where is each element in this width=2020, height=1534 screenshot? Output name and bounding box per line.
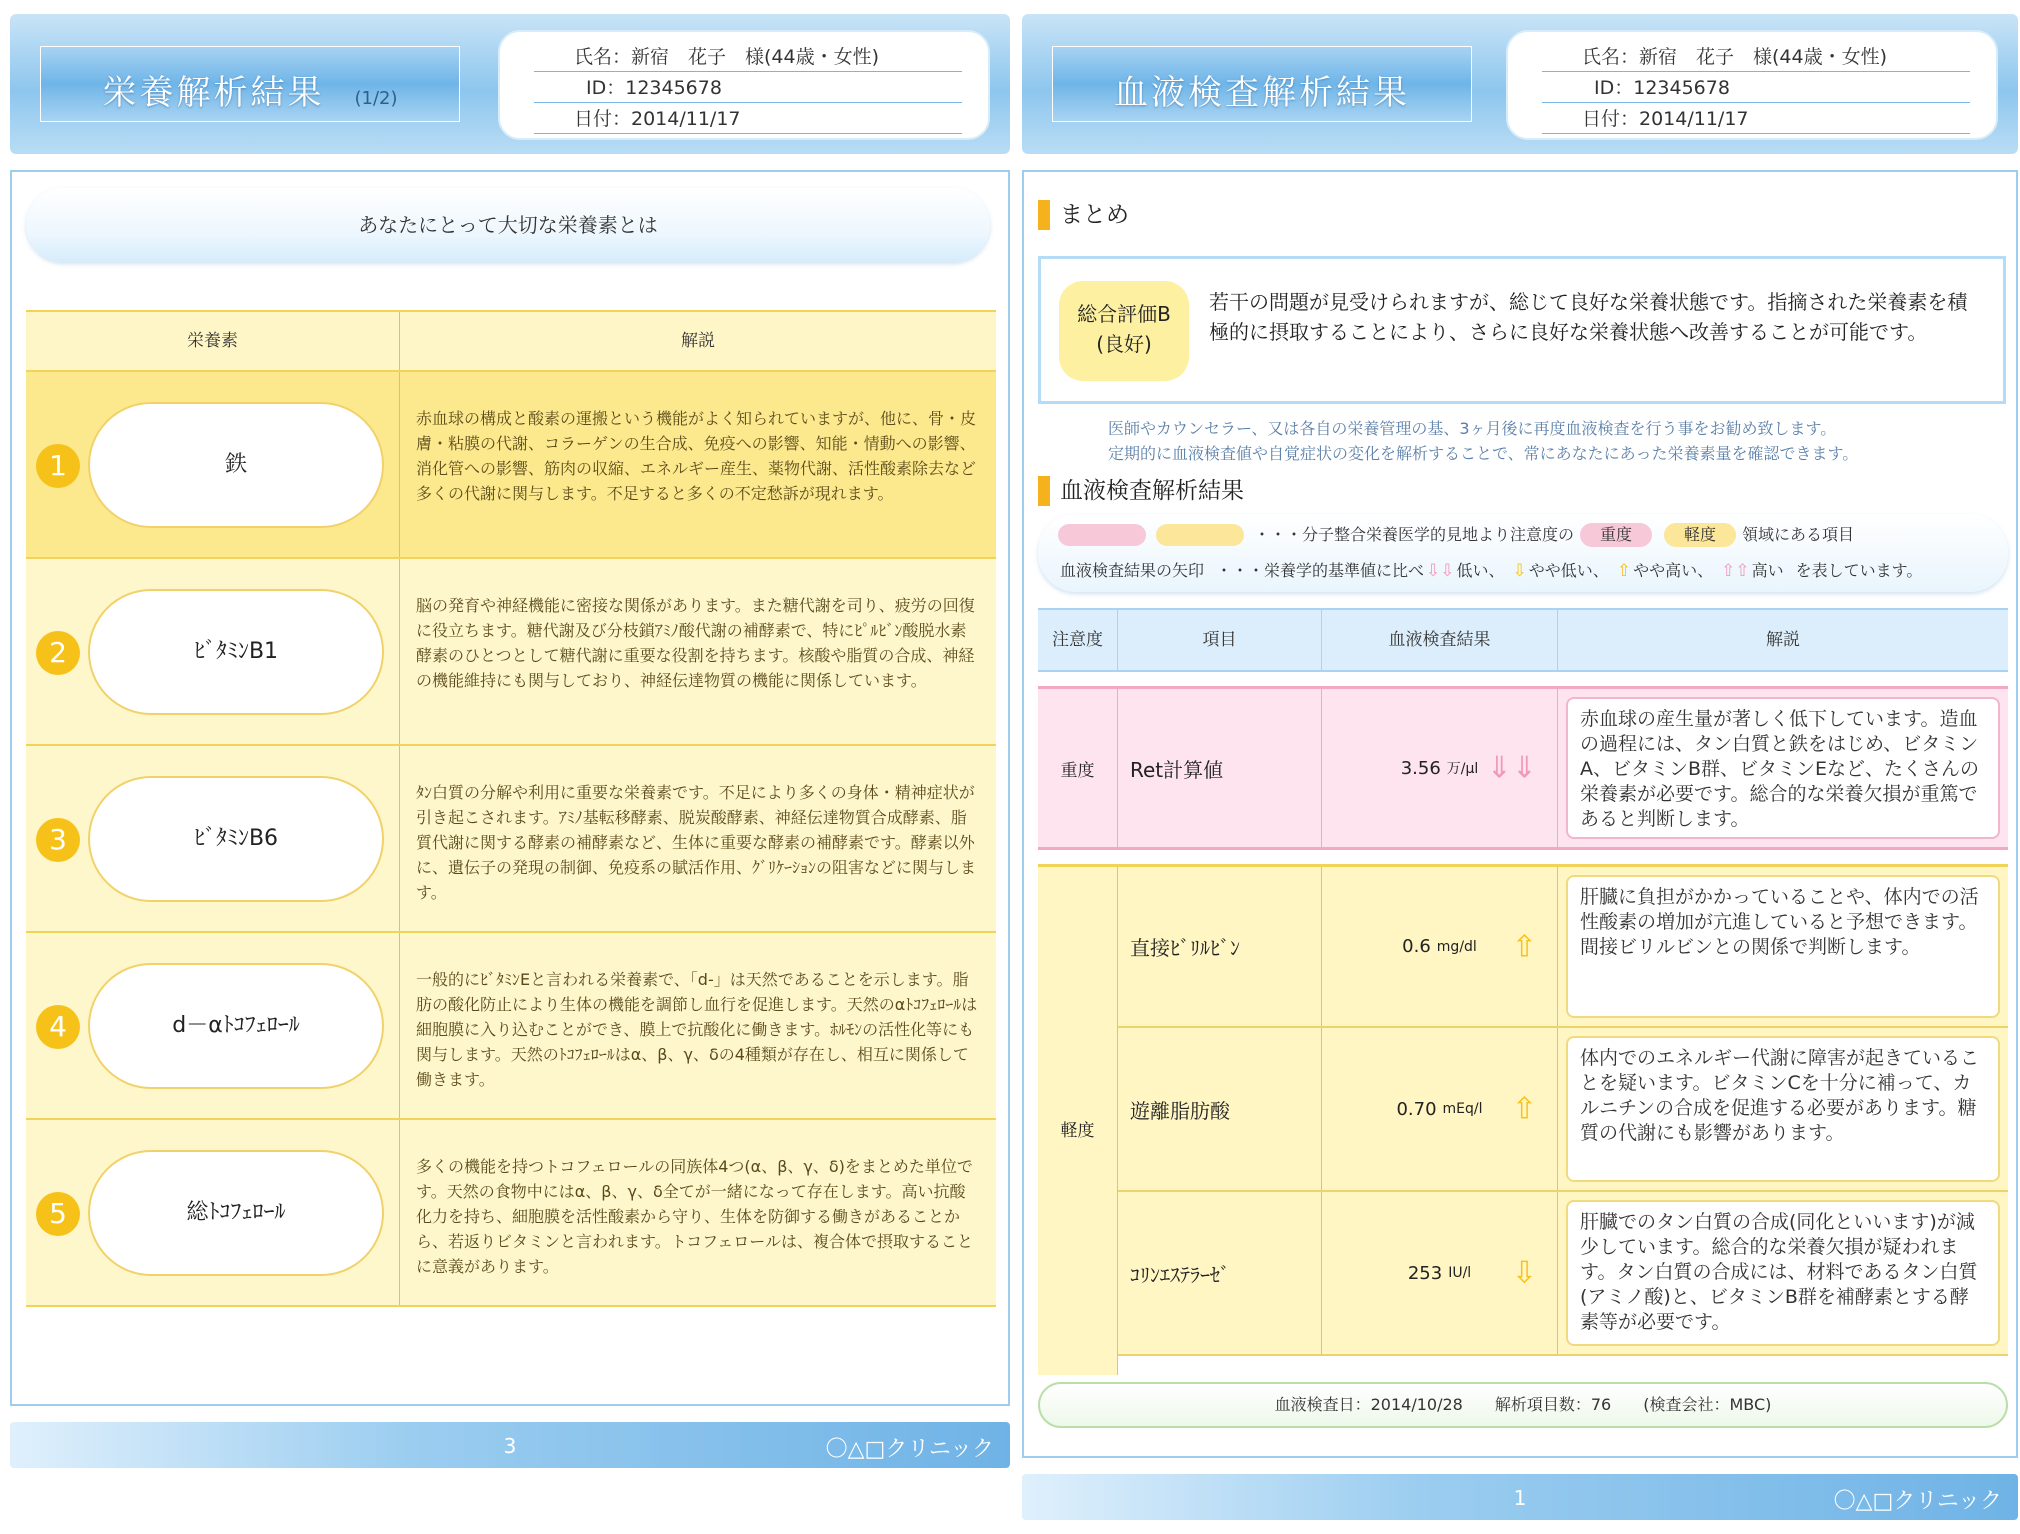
page-part-label: (1/2) <box>354 88 398 109</box>
nutrient-name: 総ﾄｺﾌｪﾛｰﾙ <box>88 1150 384 1276</box>
blood-results-table <box>1038 608 2008 1356</box>
nutrient-name: 鉄 <box>88 402 384 528</box>
advice-text: 医師やカウンセラー、又は各自の栄養管理の基、3ヶ月後に再度血液検査を行う事をお勧め致します。 定期的に血液検査値や自覚症状の変化を解析することで、常にあなたにあった栄養素量を確認できます。 <box>1108 419 1859 463</box>
down-arrow-icon: ⇩ <box>1512 561 1527 581</box>
results-heading: 血液検査解析結果 <box>1038 476 1244 506</box>
overall-grade: 総合評価B (良好) <box>1059 281 1189 381</box>
blood-test-body <box>1022 170 2018 1458</box>
table-header <box>26 310 996 372</box>
up-arrow-icon: ⇧ <box>1616 561 1632 581</box>
patient-info-card <box>1506 30 1998 140</box>
header-nutrient: 栄養素 <box>26 312 400 370</box>
patient-name: 氏名：新宿 花子 様(44歳・女性) <box>534 42 962 72</box>
table-row <box>1038 1028 2008 1192</box>
test-item: Ret計算値 <box>1118 689 1322 847</box>
severity-label: 軽度 <box>1038 881 1118 1375</box>
patient-id: ID：12345678 <box>534 73 962 103</box>
result-explanation: 赤血球の産生量が著しく低下しています。造血の過程には、タン白質と鉄をはじめ、ビタミンA、ビタミンB群、ビタミンEなど、たくさんの栄養素が必要です。総合的な栄養欠損が重篤であると判断します。 <box>1566 697 2000 839</box>
table-row <box>26 559 996 746</box>
nutrient-explanation: 赤血球の構成と酸素の運搬という機能がよく知られていますが、他に、骨・皮膚・粘膜の代謝、コラーゲンの生合成、免疫への影響、知能・情動への影響、消化管への影響、筋肉の収縮、エネルギー産生、薬物代謝、活性酸素除去など多くの代謝に関与します。不足すると多くの不定愁訴が現れます。 <box>416 409 977 503</box>
table-row <box>1038 686 2008 850</box>
rank-badge: 4 <box>36 1005 80 1049</box>
page-footer <box>1022 1474 2018 1520</box>
table-row <box>26 1120 996 1307</box>
table-row <box>1038 864 2008 1028</box>
nutrient-explanation: 多くの機能を持つトコフェロールの同族体4つ(α、β、γ、δ)をまとめた単位です。天然の食物中にはα、β、γ、δ全てが一緒になって存在します。高い抗酸化力を持ち、細胞膜を活性酸素から守り、生体を防御する働きがあることから、若返りビタミンと言われます。トコフェロールは、複合体で摂取することに意義があります。 <box>416 1157 973 1276</box>
patient-name: 氏名：新宿 花子 様(44歳・女性) <box>1542 42 1970 72</box>
report-date: 日付：2014/11/17 <box>1542 104 1970 134</box>
severe-swatch <box>1058 524 1146 546</box>
up-arrow-icon: ⇧ <box>1511 1091 1537 1127</box>
page-title: 血液検査解析結果 <box>1114 73 1410 113</box>
legend: ・・・分子整合栄養医学的見地より注意度の 重度 軽度 領域にある項目 血液検査結果の矢印 ・・・栄養学的基準値に比べ ⇩⇩ 低い、 ⇩ やや低い、 ⇧ やや高い、 ⇧⇧ 高い を表しています。 <box>1038 514 2008 592</box>
result-explanation: 肝臓に負担がかかっていることや、体内での活性酸素の増加が亢進していると予想できます。間接ビリルビンとの関係で判断します。 <box>1566 875 2000 1018</box>
report-date: 日付：2014/11/17 <box>534 104 962 134</box>
summary-heading: まとめ <box>1038 200 1129 230</box>
clinic-name: 〇△□クリニック <box>1833 1489 2002 1514</box>
rank-badge: 5 <box>36 1192 80 1236</box>
summary-box <box>1038 256 2006 404</box>
result-explanation: 肝臓でのタン白質の合成(同化といいます)が減少しています。総合的な栄養欠損が疑われます。タン白質の合成には、材料であるタン白質(アミノ酸)と、ビタミンB群を補酵素とする酵素等が必要です。 <box>1566 1200 2000 1346</box>
down-arrow-icon: ⇩ <box>1511 1255 1537 1291</box>
title-box <box>1052 46 1472 122</box>
severe-tag: 重度 <box>1580 523 1652 547</box>
mild-group <box>1038 864 2008 1356</box>
exam-info: 血液検査日：2014/10/28 解析項目数：76 (検査会社：MBC) <box>1038 1382 2008 1428</box>
rank-badge: 1 <box>36 444 80 488</box>
page-number: 3 <box>503 1434 517 1458</box>
test-item: 遊離脂肪酸 <box>1118 1028 1322 1190</box>
table-row <box>26 746 996 933</box>
test-result: 253 IU/l ⇩ <box>1322 1192 1558 1354</box>
severity-label: 重度 <box>1038 689 1118 847</box>
table-header: 注意度 項目 血液検査結果 解説 <box>1038 608 2008 672</box>
table-row <box>26 372 996 559</box>
test-item: ｺﾘﾝｴｽﾃﾗｰｾﾞ <box>1118 1192 1322 1354</box>
test-result: 3.56 万/μl ⇓⇓ <box>1322 689 1558 847</box>
page-header <box>1022 14 2018 154</box>
intro-title: あなたにとって大切な栄養素とは <box>26 188 990 262</box>
double-down-arrow-icon: ⇩⇩ <box>1426 561 1455 581</box>
test-result: 0.6 mg/dl ⇧ <box>1322 867 1558 1026</box>
mild-tag: 軽度 <box>1664 523 1736 547</box>
double-down-arrow-icon: ⇓⇓ <box>1486 750 1537 786</box>
up-arrow-icon: ⇧ <box>1511 929 1537 964</box>
nutrient-explanation: 一般的にﾋﾞﾀﾐﾝEと言われる栄養素で、「d-」は天然であることを示します。脂肪の酸化防止により生体の機能を調節し血行を促進します。天然のαﾄｺﾌｪﾛｰﾙは細胞膜に入り込むことができ、膜上で抗酸化に働きます。ﾎﾙﾓﾝの活性化等にも関与します。天然のﾄｺﾌｪﾛｰﾙはα、β、γ、δの4種類が存在し、相互に関係して働きます。 <box>416 970 978 1089</box>
page-number: 1 <box>1513 1486 1527 1510</box>
nutrient-name: ﾋﾞﾀﾐﾝB6 <box>88 776 384 902</box>
page-header <box>10 14 1010 154</box>
patient-id: ID：12345678 <box>1542 73 1970 103</box>
nutrient-name: ﾋﾞﾀﾐﾝB1 <box>88 589 384 715</box>
clinic-name: 〇△□クリニック <box>825 1437 994 1462</box>
test-result: 0.70 mEq/l ⇧ <box>1322 1028 1558 1190</box>
page-title: 栄養解析結果 (1/2) <box>102 73 398 113</box>
header-explanation: 解説 <box>681 331 715 351</box>
title-box <box>40 46 460 122</box>
nutrient-table <box>26 310 996 1307</box>
double-up-arrow-icon: ⇧⇧ <box>1721 561 1750 581</box>
nutrient-explanation: 脳の発育や神経機能に密接な関係があります。また糖代謝を司り、疲労の回復に役立ちます。糖代謝及び分枝鎖ｱﾐﾉ酸代謝の補酵素で、特にﾋﾟﾙﾋﾞﾝ酸脱水素酵素のひとつとして糖代謝に重要な役割を持ちます。核酸や脂質の合成、神経の機能維持にも関与しており、神経伝達物質の機能に関係しています。 <box>416 596 975 690</box>
result-explanation: 体内でのエネルギー代謝に障害が起きていることを疑います。ビタミンCを十分に補って、カルニチンの合成を促進する必要があります。糖質の代謝にも影響があります。 <box>1566 1036 2000 1182</box>
nutrient-name: d－αﾄｺﾌｪﾛｰﾙ <box>88 963 384 1089</box>
page-footer <box>10 1422 1010 1468</box>
rank-badge: 3 <box>36 818 80 862</box>
table-row <box>1038 1192 2008 1356</box>
nutrition-body <box>10 170 1010 1406</box>
patient-info-card <box>498 30 990 140</box>
nutrient-explanation: ﾀﾝ白質の分解や利用に重要な栄養素です。不足により多くの身体・精神症状が引き起こされます。ｱﾐﾉ基転移酵素、脱炭酸酵素、神経伝達物質合成酵素、脂質代謝に関する酵素の補酵素など、生体に重要な酵素の補酵素です。酵素以外に、遺伝子の発現の制御、免疫系の賦活作用、ｸﾞﾘｹｰｼｮﾝの阻害などに関与します。 <box>416 783 977 902</box>
mild-swatch <box>1156 524 1244 546</box>
rank-badge: 2 <box>36 631 80 675</box>
test-item: 直接ﾋﾞﾘﾙﾋﾞﾝ <box>1118 867 1322 1026</box>
table-row <box>26 933 996 1120</box>
summary-text: 若干の問題が見受けられますが、総じて良好な栄養状態です。指摘された栄養素を積極的に摂取することにより、さらに良好な栄養状態へ改善することが可能です。 <box>1209 290 1968 344</box>
